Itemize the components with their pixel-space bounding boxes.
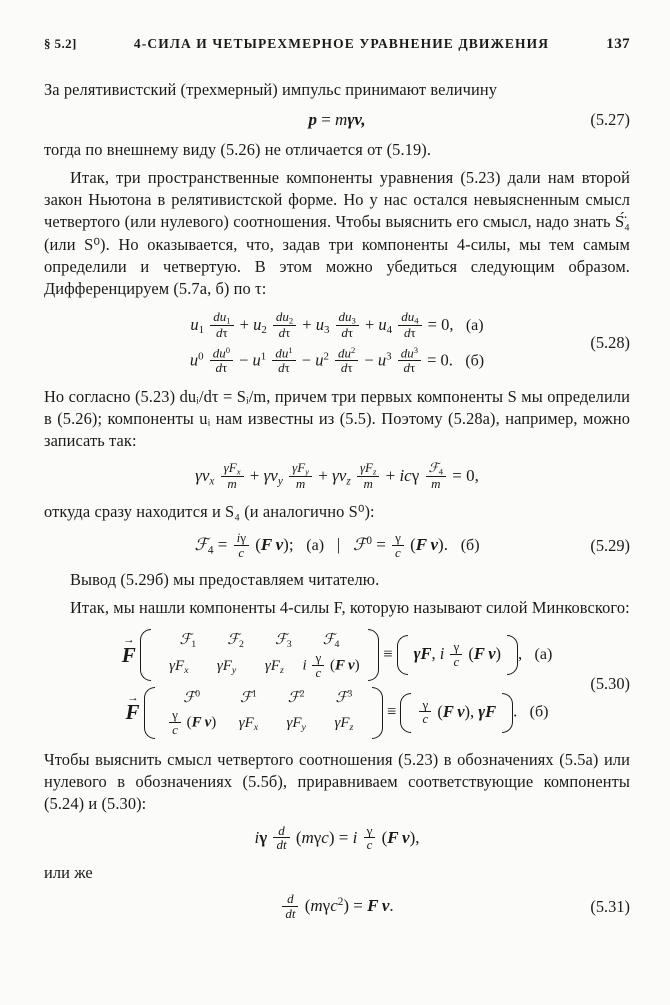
equation-5-30a: F → ℱ$_1$ ℱ$_2$ ℱ$_3$ ℱ$_4$ $\gamma F_x$ $\gamma F_y$ $\gamma F_z$ i $\frac{\gamma}{c}$ (F v) ≡ γF, i $\frac{\gamma}{c}$ (F v) , (а) (44, 629, 630, 681)
equation-5-31-tag: (5.31) (590, 897, 630, 917)
page-title: 4-СИЛА И ЧЕТЫРЕХМЕРНОЕ УРАВНЕНИЕ ДВИЖЕНИЯ (133, 36, 550, 51)
paragraph-9: или же (44, 862, 93, 882)
equation-unnumbered-1: $\gamma v_x$ $\frac{\gamma F_x}{m}$ + $\gamma v_y$ $\frac{\gamma F_y}{m}$ + $\gamma v_z$ $\frac{\gamma F_z}{m}$ + icγ $\frac{ℱ_4}{m}$ = 0, (195, 459, 479, 492)
equation-5-30-label-a: (а) (534, 645, 553, 663)
section-marker: § 5.2] (44, 36, 77, 51)
equation-5-30-tag: (5.30) (590, 673, 630, 693)
equation-5-29: ℱ$_4$ = $\frac{i\gamma}{c}$ (F v); (а) | ℱ$^0$ = $\frac{\gamma}{c}$ (F v). (б) (5.29) (194, 530, 630, 560)
running-head (44, 36, 630, 53)
paragraph-6: Вывод (5.29б) мы предоставляем читателю. (70, 570, 380, 590)
equation-5-28b: $u^0$ $\frac{du^0}{d\tau}$ − $u^1$ $\frac{du^1}{d\tau}$ − $u^2$ $\frac{du^2}{d\tau}$ − $u^3$ $\frac{du^3}{d\tau}$ = 0. (б) (189, 344, 485, 376)
paragraph-4: Но согласно (5.23) duᵢ/dτ = Ѕᵢ/m, причем три первых компоненты Ѕ мы определили в (5.26); компоненты uᵢ нам известны из (5.5). Поэтому (5.28а), например, можно записать так: (44, 386, 630, 451)
equation-unnumbered-2: iγ $\frac{d}{dt}$ (mγc) = i $\frac{\gamma}{c}$ (F v), (254, 822, 420, 853)
equation-5-30b: F → ℱ$^0$ ℱ$^1$ ℱ$^2$ ℱ$^3$ $\frac{\gamma}{c}$ (F v) $\gamma F_x$ $\gamma F_y$ $\gamma F_z$ ≡ $\frac{\gamma}{c}$ (F v), γF . (б) (44, 687, 630, 738)
paragraph-7: Итак, мы нашли компоненты 4-силы F, которую называют силой Минковского: (70, 597, 630, 617)
equation-5-31: $\frac{d}{dt}$ (mγc$^2$) = F v. (5.31) (44, 893, 630, 921)
equation-5-27-tag: (5.27) (590, 110, 630, 130)
paragraph-1: За релятивистский (трехмерный) импульс принимают величину (44, 80, 498, 99)
paragraph-8: Чтобы выяснить смысл четвертого соотношения (5.23) в обозначениях (5.5а) или нулевого в обозначениях (5.5б), приравниваем соответствующие компоненты (5.24) и (5.30): (44, 749, 630, 814)
equation-5-29-label-b: (б) (460, 537, 480, 555)
equation-5-29-tag: (5.29) (590, 536, 630, 556)
equation-5-30 (44, 629, 630, 739)
page-number: 137 (606, 36, 630, 52)
equation-label-b: (б) (465, 351, 485, 369)
page-content (44, 36, 630, 930)
equation-5-30-label-b: (б) (529, 703, 549, 721)
equation-5-27: p = mγv, (5.27) (308, 110, 630, 130)
equation-5-29-label-a: (а) (306, 537, 325, 555)
equation-5-28a: $u_1$ $\frac{du_1}{d\tau}$ + $u_2$ $\frac{du_2}{d\tau}$ + $u_3$ $\frac{du_3}{d\tau}$ + $u_4$ $\frac{du_4}{d\tau}$ = 0, (а) (190, 308, 484, 341)
equation-5-28-tag: (5.28) (590, 333, 630, 353)
equation-label-a: (а) (465, 316, 484, 334)
paragraph-5: откуда сразу находится и Ѕ₄ (и аналогично Ѕ⁰): (44, 501, 375, 521)
paragraph-2: тогда по внешнему виду (5.26) не отличается от (5.19). (44, 140, 432, 160)
paragraph-3: Итак, три пространственные компоненты уравнения (5.23) дали нам второй закон Ньютона в релятивистской форме. Но у нас остался невыясненным смысл четвертого (или нулевого) соотношения. Чтобы выяснить его смысл, надо знать Ѕ̈́₄ (или Ѕ⁰). Но оказывается, что, задав три компоненты 4-силы, мы тем самым определили и четвертую. В этом можно убедиться следующим образом. Дифференцируем (5.7а, б) по τ: (44, 167, 630, 299)
equation-5-28 (44, 308, 630, 376)
